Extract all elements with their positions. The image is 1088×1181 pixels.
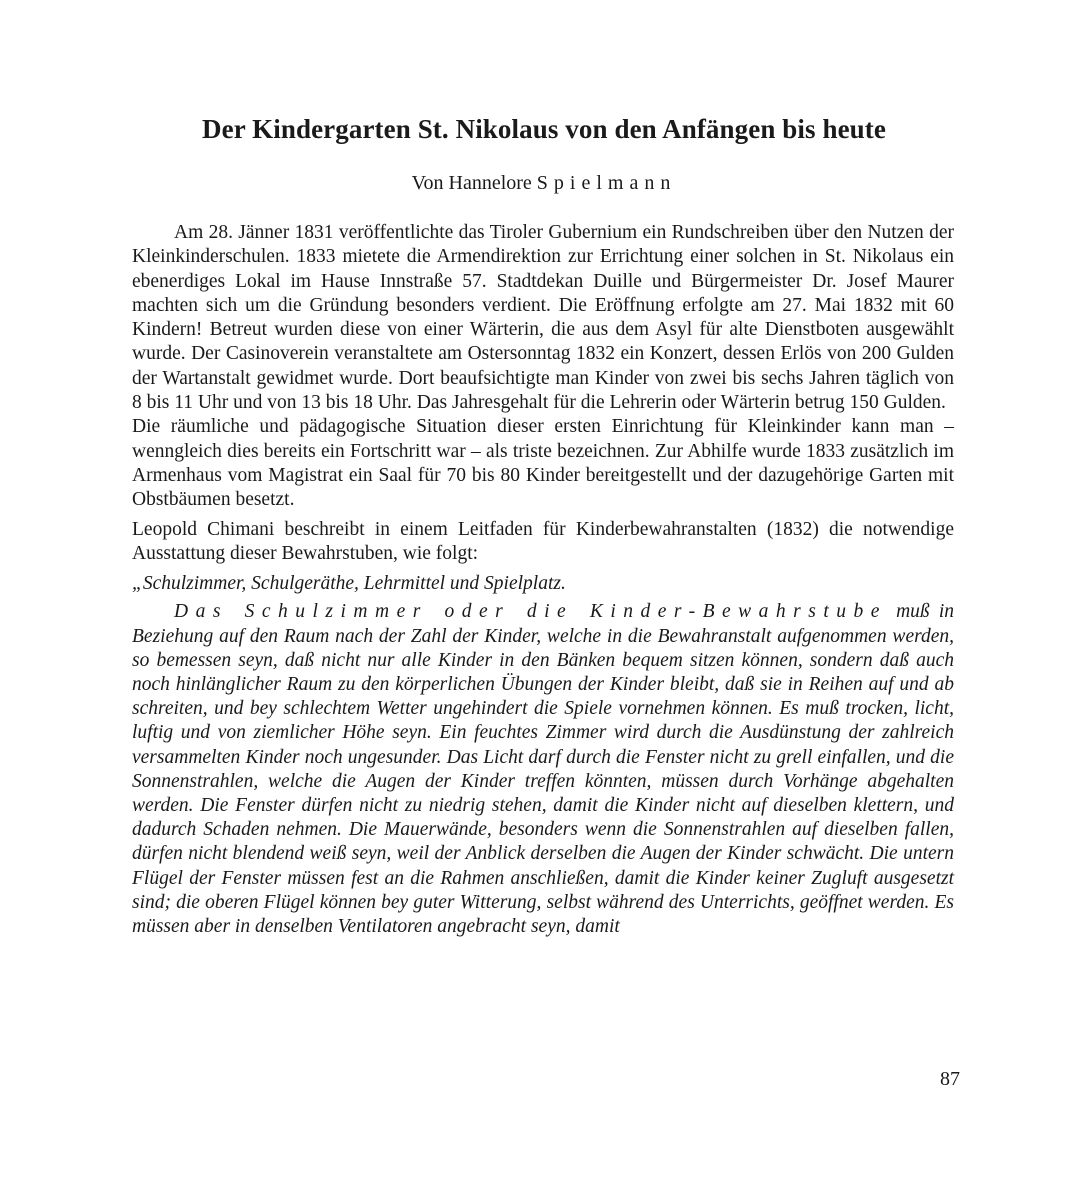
paragraph-2: Die räumliche und pädagogische Situation dieser ersten Einrichtung für Kleinkinder kann man – wenngleich dies bereits ein Fortschritt war – als triste bezeichnen. Zur Abhilfe wurde 1833 zusätzlich im Armenhaus vom Magistrat ein Saal für 70 bis 80 Kinder bereitgestellt und der dazugehörige Garten mit Obstbäumen besetzt. — [132, 416, 954, 511]
quote-heading: „Schulzimmer, Schulgeräthe, Lehrmittel und Spielplatz. — [132, 573, 566, 595]
paragraph-3: Leopold Chimani beschreibt in einem Leitfaden für Kinderbewahranstalten (1832) die notwendige Ausstattung dieser Bewahrstuben, wie folgt: — [132, 518, 954, 564]
paragraph-1: Am 28. Jänner 1831 veröffentlichte das Tiroler Gubernium ein Rundschreiben über den Nutzen der Kleinkinderschulen. 1833 mietete die Armendirektion zur Errichtung einer solchen in St. Nikolaus ein ebenerdiges Lokal im Hause Innstraße 57. Stadtdekan Duille und Bürgermeister Dr. Josef Maurer machten sich um die Gründung besonders verdient. Die Eröffnung erfolgte am 27. Mai 1832 mit 60 Kindern! Betreut wurden diese von einer Wärterin, die aus dem Asyl für alte Dienstboten ausgewählt wurde. Der Casinoverein veranstaltete am Ostersonntag 1832 ein Konzert, dessen Erlös von 200 Gulden der Wartanstalt gewidmet wurde. Dort beaufsichtigte man Kinder von zwei bis sechs Jahren täglich von 8 bis 11 Uhr und von 13 bis 18 Uhr. Das Jahresgehalt für die Lehrerin oder Wärterin betrug 150 Gulden. — [132, 222, 954, 414]
article-body — [132, 221, 954, 939]
quote-text: muß in Beziehung auf den Raum nach der Zahl der Kinder, welche in die Bewahranstalt aufgenommen werden, so bemessen seyn, daß nicht nur alle Kinder in den Bänken bequem sitzen können, sondern daß auch noch hinlänglicher Raum zu den körperlichen Übungen der Kinder bleibt, daß sie in Reihen auf und ab schreiten, und bey schlechtem Wetter ungehindert die Spiele vornehmen können. Es muß trocken, licht, luftig und von ziemlicher Höhe seyn. Ein feuchtes Zimmer wird durch die Ausdünstung der zahlreich versammelten Kinder noch ungesunder. Das Licht darf durch die Fenster nicht zu grell einfallen, und die Sonnenstrahlen, welche die Augen der Kinder treffen könnten, müssen durch Vorhänge abgehalten werden. Die Fenster dürfen nicht zu niedrig stehen, damit die Kinder nicht auf dieselben klettern, und dadurch Schaden nehmen. Die Mauerwände, besonders wenn die Sonnenstrahlen auf dieselben fallen, dürfen nicht blendend weiß seyn, weil der Anblick derselben die Augen der Kinder schwächt. Die untern Flügel der Fenster müssen fest an die Rahmen anschließen, damit die Kinder keiner Zugluft ausgesetzt sind; die oberen Flügel können bey guter Witterung, selbst während des Unterrichts, geöffnet werden. Es müssen aber in denselben Ventilatoren angebracht seyn, damit — [132, 601, 954, 938]
byline — [0, 172, 1088, 195]
page-number: 87 — [940, 1068, 960, 1090]
article-title: Der Kindergarten St. Nikolaus von den Anfängen bis heute — [202, 114, 886, 144]
byline-prefix: Von Hannelore — [411, 172, 532, 194]
quote-spaced-lead: Das Schulzimmer oder die Kinder-Bewahrstube — [174, 601, 887, 623]
author-name: Spielmann — [536, 172, 677, 194]
quote-body — [132, 600, 954, 939]
